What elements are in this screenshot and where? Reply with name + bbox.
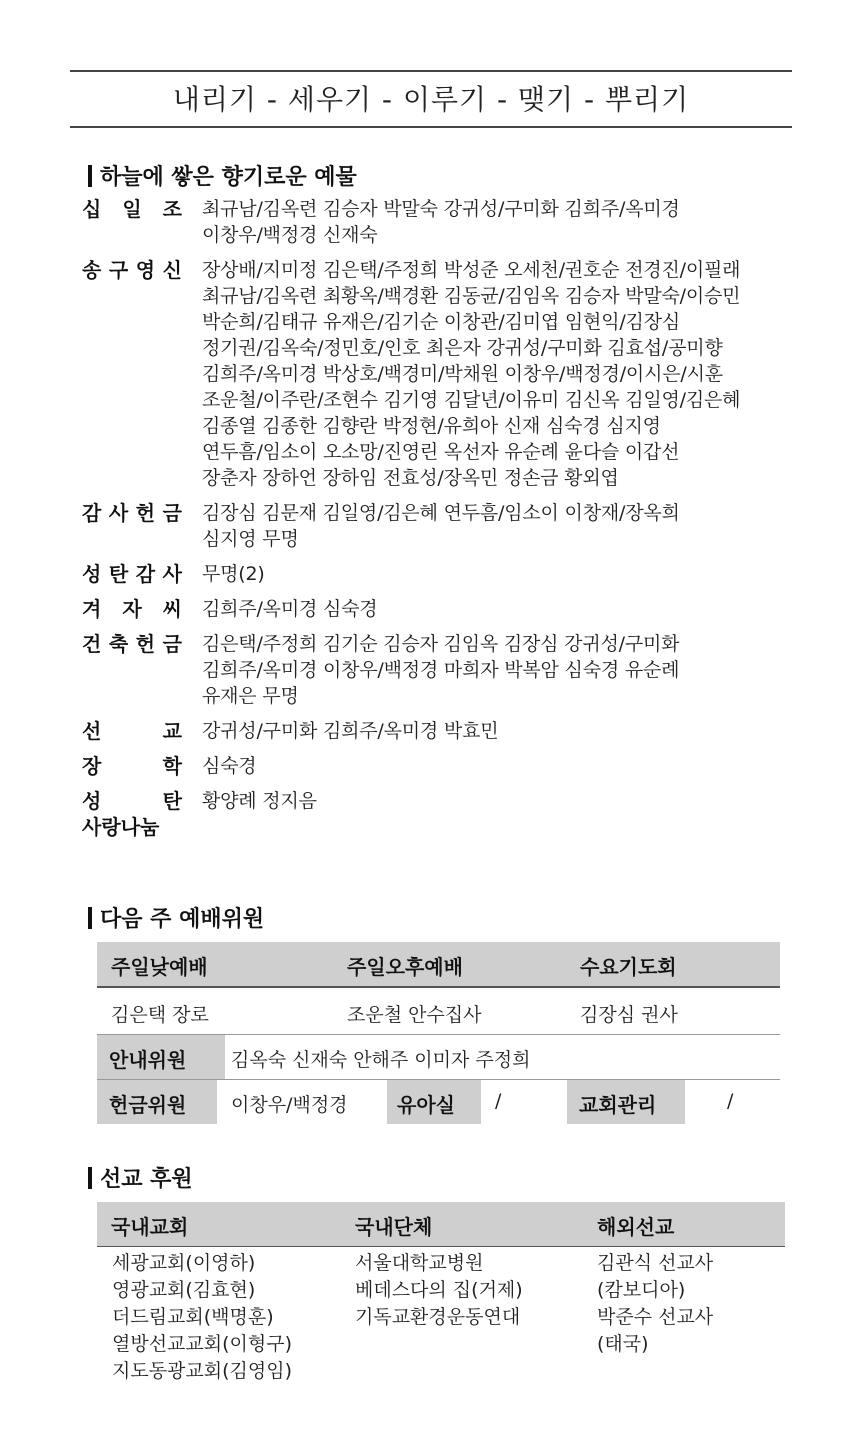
label-char: 금 [162,501,182,525]
offering-names-line: 김희주/옥미경 박상호/백경미/박채원 이창우/백정경/이시은/시훈 [202,363,723,385]
section-bar-icon [88,165,92,187]
offering-names-line: 김은택/주정희 김기순 김승자 김임옥 김장심 강귀성/구미화 [202,633,680,655]
domestic-org-item: 서울대학교병원 [355,1252,484,1274]
worship-header-sunday-pm: 주일오후예배 [347,955,463,979]
label-char: 탄 [162,789,182,813]
offering-names-line: 심숙경 [202,755,257,777]
offering-row [82,718,802,744]
offering-category-chars [82,718,182,744]
label-char: 장 [82,754,102,778]
offering-category-chars [82,753,182,779]
offering-names-line: 최규남/김옥련 최황옥/백경환 김동균/김임옥 김승자 박말숙/이승민 [202,285,741,307]
offering-names-line: 연두흠/임소이 오소망/진영린 옥선자 유순례 윤다슬 이갑선 [202,441,680,463]
usher-names: 김옥숙 신재숙 안해주 이미자 주정희 [231,1049,531,1071]
offering-names-line: 김종열 김종한 김향란 박정현/유희아 신재 심숙경 심지영 [202,415,661,437]
overseas-item: 김관식 선교사 [597,1252,714,1274]
offering-names-line: 장춘자 장하언 장하임 전효성/장옥민 정손금 황외엽 [202,467,619,489]
offering-names-line: 황양례 정지음 [202,790,317,812]
mission-title-text: 선교 후원 [100,1167,193,1192]
offering-label: 헌금위원 [109,1093,187,1117]
label-char: 송 [82,258,102,282]
domestic-org-list [355,1250,523,1331]
offering-names [202,561,802,587]
offering-names-line: 최규남/김옥련 김승자 박말숙 강귀성/구미화 김희주/옥미경 [202,198,680,220]
page-title: 내리기 - 세우기 - 이루기 - 맺기 - 뿌리기 [172,83,690,116]
offering-category-chars [82,500,182,526]
offering-category-chars [82,596,182,622]
domestic-church-item: 열방선교교회(이형구) [112,1333,293,1355]
label-char: 구 [108,258,129,282]
offering-row [82,631,802,709]
domestic-church-item: 영광교회(김효현) [112,1279,256,1301]
label-char: 헌 [135,501,156,525]
mission-header [97,1202,785,1247]
label-char: 조 [162,197,182,221]
offering-names [202,500,802,552]
section-bar-icon [88,907,92,929]
mgmt-names: / [727,1090,734,1112]
offering-names-line: 강귀성/구미화 김희주/옥미경 박효민 [202,720,499,742]
offering-category-chars [82,631,182,657]
offering-row [82,753,802,779]
section-bar-icon [88,1167,92,1189]
label-char: 사 [162,562,182,586]
offering-names-line: 김희주/옥미경 이창우/백정경 마희자 박복암 심숙경 유순례 [202,659,680,681]
offering-row [82,596,802,622]
usher-label: 안내위원 [109,1048,187,1072]
offering-category-label [82,500,202,552]
offering-names [202,718,802,744]
offering-category-chars [82,257,182,283]
label-char: 성 [82,562,102,586]
offering-category-chars [82,196,182,222]
domestic-church-item: 더드림교회(백명훈) [112,1306,274,1328]
offerings-list [82,196,802,849]
mgmt-label-cell [567,1080,685,1124]
offering-category-label [82,788,202,840]
label-char: 일 [122,197,142,221]
offering-names-line: 박순희/김태규 유재은/김기순 이창관/김미엽 임현익/김장심 [202,311,681,333]
offering-names-line: 무명(2) [202,563,265,585]
label-char: 건 [82,632,102,656]
label-char: 선 [82,719,102,743]
offering-label-cell [97,1080,217,1124]
overseas-item: (태국) [597,1333,649,1355]
offering-row [82,561,802,587]
offering-category-label [82,196,202,248]
offering-names-line: 조운철/이주란/조현수 김기영 김달년/이유미 김신옥 김일영/김은혜 [202,389,741,411]
label-char: 감 [82,501,102,525]
offering-names-line: 김희주/옥미경 심숙경 [202,598,378,620]
worship-value-wednesday: 김장심 권사 [580,1004,678,1026]
header-bottom-rule [70,126,792,128]
worship-value-row [97,986,780,1035]
mission-header-domestic-org: 국내단체 [355,1215,433,1239]
label-char: 겨 [82,597,102,621]
worship-header-sunday-am: 주일낮예배 [111,955,208,979]
offering-category-label [82,753,202,779]
domestic-church-item: 지도동광교회(김영임) [112,1360,293,1382]
offering-names [202,631,802,709]
offering-names-line: 심지영 무명 [202,528,299,550]
worship-title-text: 다음 주 예배위원 [100,907,265,932]
usher-row [97,1035,780,1080]
offerings-title-text: 하늘에 쌓은 향기로운 예물 [100,165,357,190]
domestic-church-item: 세광교회(이영하) [112,1252,256,1274]
offering-names-line: 김장심 김문재 김일영/김은혜 연두흠/임소이 이창재/장옥희 [202,502,680,524]
worship-value-sunday-pm: 조운철 안수집사 [347,1004,482,1026]
offering-names [202,596,802,622]
offering-category-label [82,718,202,744]
offering-category-label [82,596,202,622]
offerings-section-title [88,160,357,191]
offering-row [82,788,802,840]
offering-names-line: 이창우/백정경 신재숙 [202,224,378,246]
offering-row [82,500,802,552]
label-char: 신 [162,258,182,282]
label-char: 축 [108,632,129,656]
offering-category-label [82,631,202,709]
label-char: 헌 [135,632,156,656]
label-char: 학 [162,754,182,778]
label-char: 금 [162,632,182,656]
worship-value-sunday-am: 김은택 장로 [111,1004,209,1026]
usher-label-cell [97,1035,225,1079]
offering-category-label-line2: 사랑나눔 [82,815,160,839]
offering-names [202,753,802,779]
nursery-names: / [495,1090,502,1112]
offering-row [82,257,802,491]
offering-names-line: 장상배/지미정 김은택/주정희 박성준 오세천/권호순 전경진/이필래 [202,259,741,281]
label-char: 십 [82,197,102,221]
label-char: 사 [108,501,129,525]
label-char: 씨 [162,597,182,621]
domestic-church-list [112,1250,292,1385]
overseas-item: (캄보디아) [597,1279,686,1301]
worship-section-title [88,902,264,933]
offering-row [82,196,802,248]
overseas-list [597,1250,713,1358]
mission-section-title [88,1162,193,1193]
label-char: 감 [135,562,156,586]
offering-category-chars [82,561,182,587]
overseas-item: 박준수 선교사 [597,1306,714,1328]
offering-category-label [82,561,202,587]
label-char: 영 [135,258,156,282]
label-char: 교 [162,719,182,743]
mgmt-label: 교회관리 [579,1093,657,1117]
offering-names [202,257,802,491]
offering-names-line: 유재은 무명 [202,685,299,707]
worship-header-wednesday: 수요기도회 [580,955,677,979]
mission-header-domestic-church: 국내교회 [111,1215,189,1239]
offering-names [202,788,802,840]
mission-header-row [97,1202,785,1247]
offering-category-chars [82,788,182,814]
domestic-org-item: 베데스다의 집(거제) [355,1279,523,1301]
header-top-rule [70,70,792,72]
offering-names-line: 정기권/김옥숙/정민호/인호 최은자 강귀성/구미화 김효섭/공미향 [202,337,723,359]
domestic-org-item: 기독교환경운동연대 [355,1306,521,1328]
label-char: 자 [122,597,142,621]
offering-names [202,196,802,248]
worship-header-row [97,942,780,986]
nursery-label-cell [387,1080,481,1124]
worship-table [97,942,780,1124]
label-char: 탄 [108,562,129,586]
mission-header-overseas: 해외선교 [597,1215,675,1239]
offering-category-label [82,257,202,491]
offering-names: 이창우/백정경 [231,1094,348,1116]
offering-committee-row [97,1080,780,1124]
nursery-label: 유아실 [397,1093,455,1117]
label-char: 성 [82,789,102,813]
